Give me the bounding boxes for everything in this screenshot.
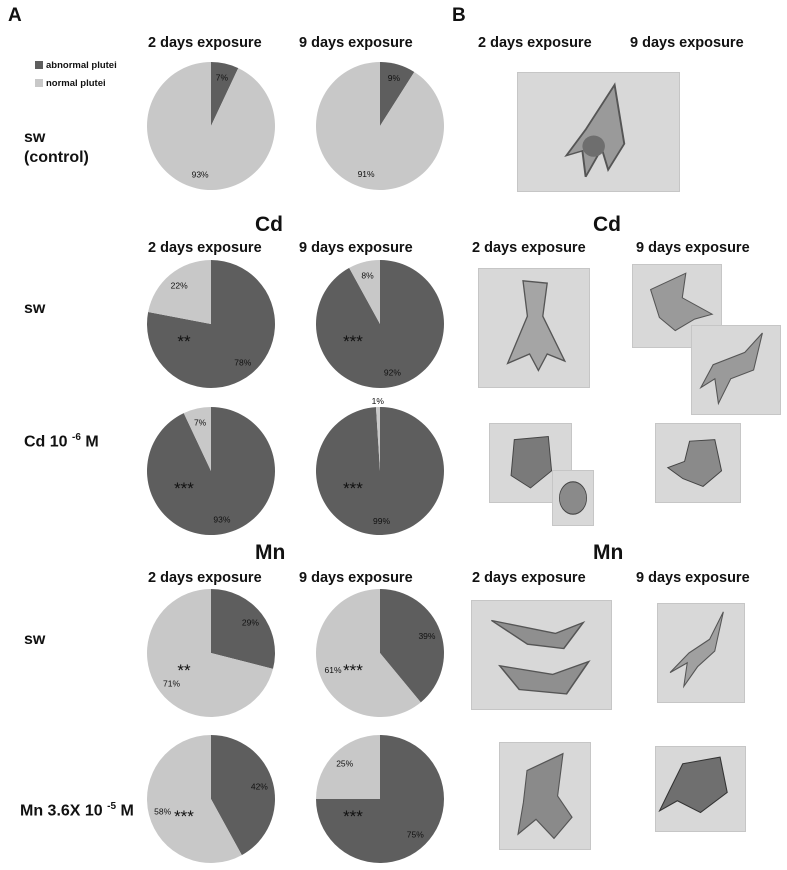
larva-shape: [553, 471, 593, 525]
pie-chart: [146, 588, 276, 718]
larva-shape: [500, 743, 590, 849]
b-control-2d-header: 2 days exposure: [478, 35, 592, 51]
a-cd-2d-header: 2 days exposure: [148, 240, 262, 256]
micrograph-mn-treat-9d: [655, 746, 746, 832]
pie-slice-label: 22%: [170, 280, 188, 291]
pie-slice-label: 9%: [387, 73, 401, 84]
row-label-control: [24, 128, 89, 168]
significance-mark: ***: [343, 807, 363, 826]
pie-slice-label: 61%: [324, 664, 342, 675]
panel-b-label: B: [452, 5, 466, 26]
pie-slice-label: 99%: [373, 515, 391, 526]
micrograph-control: [517, 72, 680, 192]
pie-chart: [315, 259, 445, 389]
b-control-9d-header: 9 days exposure: [630, 35, 744, 51]
pie-chart: [146, 734, 276, 864]
b-cd-9d-header: 9 days exposure: [636, 240, 750, 256]
larva-shape: [518, 73, 679, 191]
a-mn-title: Mn: [255, 541, 286, 564]
pie-slice-label: 78%: [234, 357, 252, 368]
micrograph-cd-sw-9d-b: [691, 325, 781, 415]
significance-mark: **: [177, 661, 191, 680]
pie-slice-label: 93%: [213, 514, 231, 525]
significance-mark: ***: [343, 479, 363, 498]
micrograph-cd-treat-9d: [655, 423, 741, 503]
pie-chart: [315, 588, 445, 718]
significance-mark: **: [177, 332, 191, 351]
larva-shape: [479, 269, 589, 387]
row-label-mn-sw: sw: [24, 631, 46, 648]
b-cd-title: Cd: [593, 213, 621, 236]
b-cd-2d-header: 2 days exposure: [472, 240, 586, 256]
row-label-control-line1: sw: [24, 129, 46, 146]
pie-slice-label: 8%: [361, 270, 374, 281]
b-mn-title: Mn: [593, 541, 624, 564]
pie-slice-label: 42%: [250, 781, 268, 792]
pie-chart: [315, 396, 445, 536]
pie-slice-label: 7%: [193, 417, 207, 428]
legend-item-normal: [35, 78, 117, 89]
pie-slice-label: 29%: [241, 617, 259, 628]
pie-slice-label: 75%: [406, 829, 424, 840]
a-mn-2d-header: 2 days exposure: [148, 570, 262, 586]
pie-slice-normal: [147, 62, 275, 190]
legend-item-abnormal: [35, 60, 117, 71]
larva-shape: [472, 601, 611, 709]
pie-chart: [146, 259, 276, 389]
pie-chart: [146, 406, 276, 536]
pie-slice-label: 71%: [163, 678, 181, 689]
pie-slice-label: 1%: [371, 396, 384, 407]
significance-mark: ***: [174, 807, 194, 826]
larva-shape: [692, 326, 780, 414]
b-mn-9d-header: 9 days exposure: [636, 570, 750, 586]
a-cd-9d-header: 9 days exposure: [299, 240, 413, 256]
significance-mark: ***: [343, 332, 363, 351]
pie-slice-normal: [316, 62, 444, 190]
legend: [35, 60, 117, 89]
panel-a-label: A: [8, 5, 22, 26]
pie-slice-label: 93%: [191, 169, 209, 180]
row-label-mn-treatment: Mn 3.6X 10 $^{-5}$ M: [20, 801, 134, 820]
b-mn-2d-header: 2 days exposure: [472, 570, 586, 586]
micrograph-mn-sw-9d: [657, 603, 745, 703]
larva-shape: [658, 604, 744, 702]
micrograph-mn-sw-2d: [471, 600, 612, 710]
significance-mark: ***: [343, 661, 363, 680]
legend-label-abnormal: abnormal plutei: [46, 60, 117, 71]
micrograph-cd-treat-2d-b: [552, 470, 594, 526]
pie-chart: [315, 61, 445, 191]
a-control-9d-header: 9 days exposure: [299, 35, 413, 51]
larva-shape: [656, 747, 745, 831]
row-label-control-line2: (control): [24, 149, 89, 166]
a-mn-9d-header: 9 days exposure: [299, 570, 413, 586]
larva-shape: [656, 424, 740, 502]
pie-slice-label: 91%: [357, 168, 375, 179]
micrograph-mn-treat-2d: [499, 742, 591, 850]
significance-mark: ***: [174, 479, 194, 498]
legend-swatch-abnormal: [35, 61, 43, 69]
micrograph-cd-sw-2d: [478, 268, 590, 388]
row-label-cd-treatment: Cd 10 $^{-6}$ M: [24, 432, 99, 451]
row-label-cd-sw: sw: [24, 300, 46, 317]
pie-chart: [315, 734, 445, 864]
legend-label-normal: normal plutei: [46, 78, 106, 89]
pie-slice-label: 92%: [383, 367, 401, 378]
pie-slice-label: 7%: [215, 72, 229, 83]
legend-swatch-normal: [35, 79, 43, 87]
pie-slice-label: 25%: [336, 758, 354, 769]
a-cd-title: Cd: [255, 213, 283, 236]
pie-chart: [146, 61, 276, 191]
pie-slice-label: 39%: [418, 631, 436, 642]
a-control-2d-header: 2 days exposure: [148, 35, 262, 51]
pie-slice-label: 58%: [154, 806, 172, 817]
